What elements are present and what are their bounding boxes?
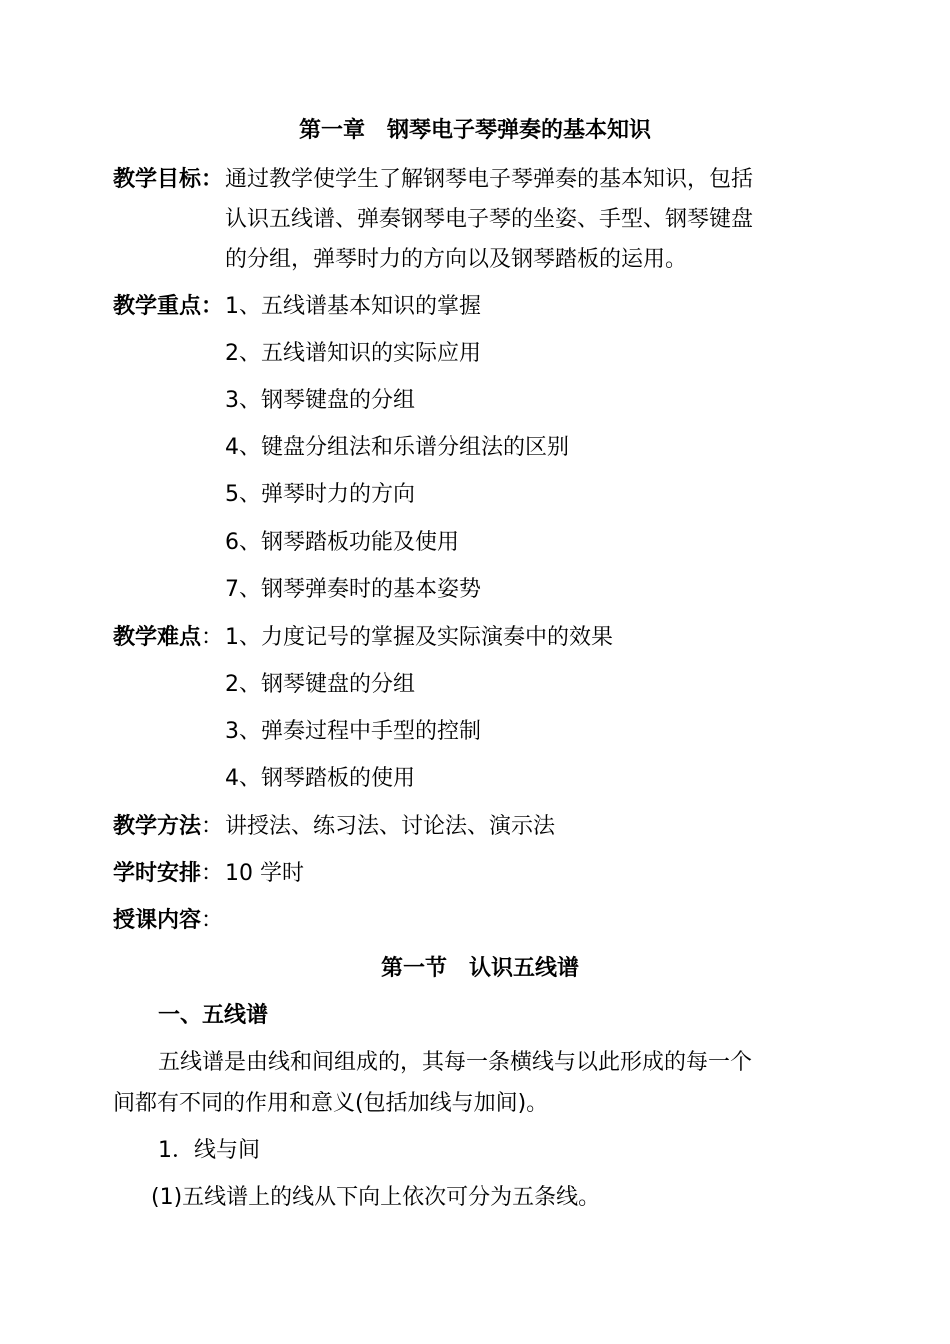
key-points-label: 教学重点	[113, 294, 202, 319]
content-label: 授课内容	[113, 908, 202, 933]
difficulties-label: 教学难点	[113, 625, 202, 650]
goals-line-2: 认识五线谱、弹奏钢琴电子琴的坐姿、手型、钢琴键盘	[225, 207, 754, 232]
key-points-label-row	[113, 296, 223, 318]
difficulty-item: 1、力度记号的掌握及实际演奏中的效果	[225, 625, 613, 650]
methods-colon: ：	[201, 814, 224, 839]
goals-line-3: 的分组，弹琴时力的方向以及钢琴踏板的运用。	[225, 247, 688, 272]
section-title: 第一节 认识五线谱	[380, 956, 579, 981]
goals-label-row	[113, 169, 223, 191]
difficulty-item: 3、弹奏过程中手型的控制	[225, 719, 481, 744]
key-point-item: 3、钢琴键盘的分组	[225, 388, 415, 413]
difficulty-item: 2、钢琴键盘的分组	[225, 672, 415, 697]
paragraph-line-2: 间都有不同的作用和意义(包括加线与加间)。	[113, 1091, 549, 1116]
methods-label: 教学方法	[113, 814, 202, 839]
hours-label: 学时安排	[113, 861, 202, 886]
key-point-item: 4、键盘分组法和乐谱分组法的区别	[225, 435, 569, 460]
paragraph-line-1: 五线谱是由线和间组成的，其每一条横线与以此形成的每一个	[158, 1050, 753, 1075]
content-colon: ：	[201, 908, 224, 933]
hours-label-row	[113, 863, 223, 885]
key-point-item: 7、钢琴弹奏时的基本姿势	[225, 577, 481, 602]
key-point-item: 2、五线谱知识的实际应用	[225, 341, 481, 366]
subsection-title: 一、五线谱	[158, 1003, 269, 1028]
key-point-item: 1、五线谱基本知识的掌握	[225, 294, 481, 319]
goals-label: 教学目标	[113, 167, 202, 192]
key-points-colon: ：	[201, 294, 224, 319]
hours-colon: ：	[201, 861, 224, 886]
chapter-title: 第一章 钢琴电子琴弹奏的基本知识	[298, 118, 651, 143]
content-label-row	[113, 910, 223, 932]
list-item-heading: 1．线与间	[158, 1138, 260, 1163]
difficulties-label-row	[113, 627, 223, 649]
list-item-sub: (1)五线谱上的线从下向上依次可分为五条线。	[151, 1185, 601, 1210]
difficulties-colon: ：	[201, 625, 224, 650]
goals-line-1: 通过教学使学生了解钢琴电子琴弹奏的基本知识，包括	[225, 167, 754, 192]
goals-colon: ：	[201, 167, 224, 192]
methods-value: 讲授法、练习法、讨论法、演示法	[225, 814, 556, 839]
hours-value: 10 学时	[225, 861, 304, 886]
key-point-item: 5、弹琴时力的方向	[225, 482, 415, 507]
methods-label-row	[113, 816, 223, 838]
difficulty-item: 4、钢琴踏板的使用	[225, 766, 415, 791]
key-point-item: 6、钢琴踏板功能及使用	[225, 530, 459, 555]
